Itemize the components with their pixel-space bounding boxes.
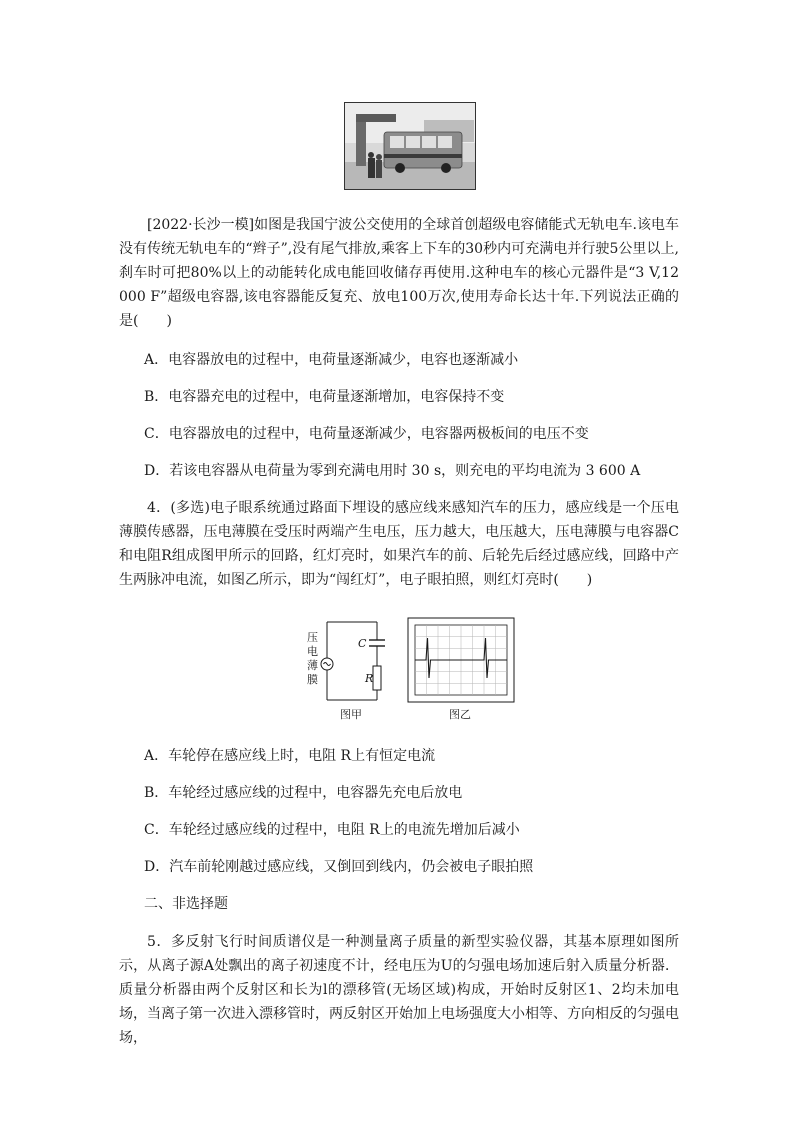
capacitor-label: C [358,637,367,650]
pulse-plot [408,618,514,702]
question-5-stem: 5．多反射飞行时间质谱仪是一种测量离子质量的新型实验仪器，其基本原理如图所示，从离子源A处飘出的离子初速度不计，经电压为U的匀强电场加速后射入质量分析器．质量分析器由两个反射区和长为l的漂移管(无场区域)构成，开始时反射区1、2均未加电场，当离子第一次进入漂移管时，两反射区开始加上电场强度大小相等、方向相反的匀强电场， [119,934,679,1046]
question-3-stem: [2022·长沙一模]如图是我国宁波公交使用的全球首创超级电容储能式无轨电车.该电车没有传统无轨电车的“辫子”,没有尾气排放,乘客上下车的30秒内可充满电并行驶5公里以上,刹车时可把80%以上的动能转化成电能回收储存再使用.这种电车的核心元器件是“3 V,12 000 F”超级电容器,该电容器能反复充、放电100万次,使用寿命长达十年.下列说法正确的是( ) [119,217,679,329]
source-label-3: 薄 [307,659,318,672]
q3-option-d[interactable]: D．若该电容器从电荷量为零到充满电用时 30 s，则充电的平均电流为 3 600 A [144,463,641,479]
q4-option-a[interactable]: A．车轮停在感应线上时，电阻 R上有恒定电流 [144,748,436,764]
q4-option-d[interactable]: D．汽车前轮刚越过感应线，又倒回到线内，仍会被电子眼拍照 [144,859,534,875]
q3-option-a[interactable]: A．电容器放电的过程中，电荷量逐渐减少，电容也逐渐减小 [144,352,519,368]
caption-figure-a: 图甲 [340,708,362,721]
source-label-1: 压 [307,631,318,644]
q4-option-c[interactable]: C．车轮经过感应线的过程中，电阻 R上的电流先增加后减小 [144,822,520,838]
bus-photo [344,102,476,190]
q3-option-c[interactable]: C．电容器放电的过程中，电荷量逐渐减少，电容器两极板间的电压不变 [144,426,589,442]
source-label-4: 膜 [307,673,318,686]
source-label-2: 电 [307,645,318,658]
q3-option-b[interactable]: B．电容器充电的过程中，电荷量逐渐增加，电容保持不变 [144,389,505,405]
section-heading: 二、非选择题 [144,896,228,912]
question-4-stem: 4．(多选)电子眼系统通过路面下埋设的感应线来感知汽车的压力，感应线是一个压电薄膜传感器，压电薄膜在受压时两端产生电压，压力越大，电压越大，压电薄膜与电容器C和电阻R组成图甲所示的回路，红灯亮时，如果汽车的前、后轮先后经过感应线，回路中产生两脉冲电流，如图乙所示，即为“闯红灯”，电子眼拍照，则红灯亮时( ) [119,500,679,588]
circuit-diagram [321,622,385,700]
q4-option-b[interactable]: B．车轮经过感应线的过程中，电容器先充电后放电 [144,785,463,801]
resistor-label: R [365,672,374,685]
circuit-and-pulse-figure [297,614,517,722]
resistor [373,666,381,690]
caption-figure-b: 图乙 [449,708,471,721]
